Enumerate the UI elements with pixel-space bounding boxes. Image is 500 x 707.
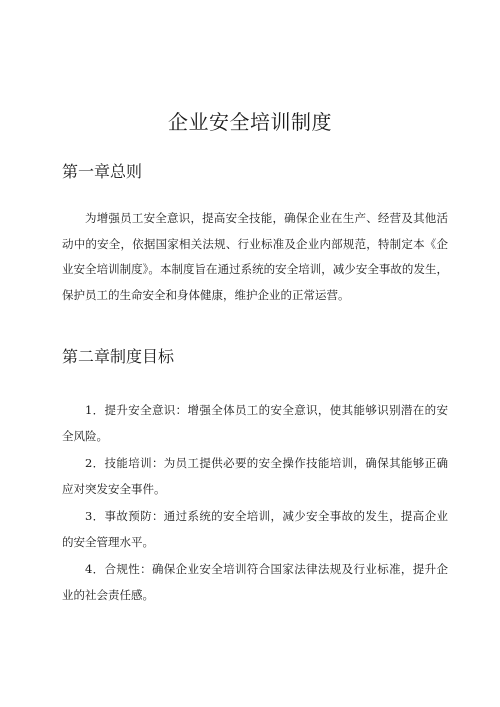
chapter-2-heading: 第二章制度目标 xyxy=(62,347,175,366)
goal-item-1: 1．提升安全意识：增强全体员工的安全意识，使其能够识别潜在的安全风险。 xyxy=(62,403,448,443)
goal-item-3: 3．事故预防：通过系统的安全培训，减少安全事故的发生，提高企业的安全管理水平。 xyxy=(62,509,448,549)
chapter-1-paragraph: 为增强员工安全意识，提高安全技能，确保企业在生产、经营及其他活动中的安全，依据国家相关法规、行业标准及企业内部规范，特制定本《企业安全培训制度》。本制度旨在通过系统的安全培训，减少安全事故的发生，保护员工的生命安全和身体健康，维护企业的正常运营。 xyxy=(62,211,448,302)
goal-item-2: 2．技能培训：为员工提供必要的安全操作技能培训，确保其能够正确应对突发安全事件。 xyxy=(62,456,448,496)
document-title: 企业安全培训制度 xyxy=(168,110,332,135)
chapter-1-heading: 第一章总则 xyxy=(62,162,143,181)
goal-item-4: 4．合规性：确保企业安全培训符合国家法律法规及行业标准，提升企业的社会责任感。 xyxy=(62,562,448,602)
